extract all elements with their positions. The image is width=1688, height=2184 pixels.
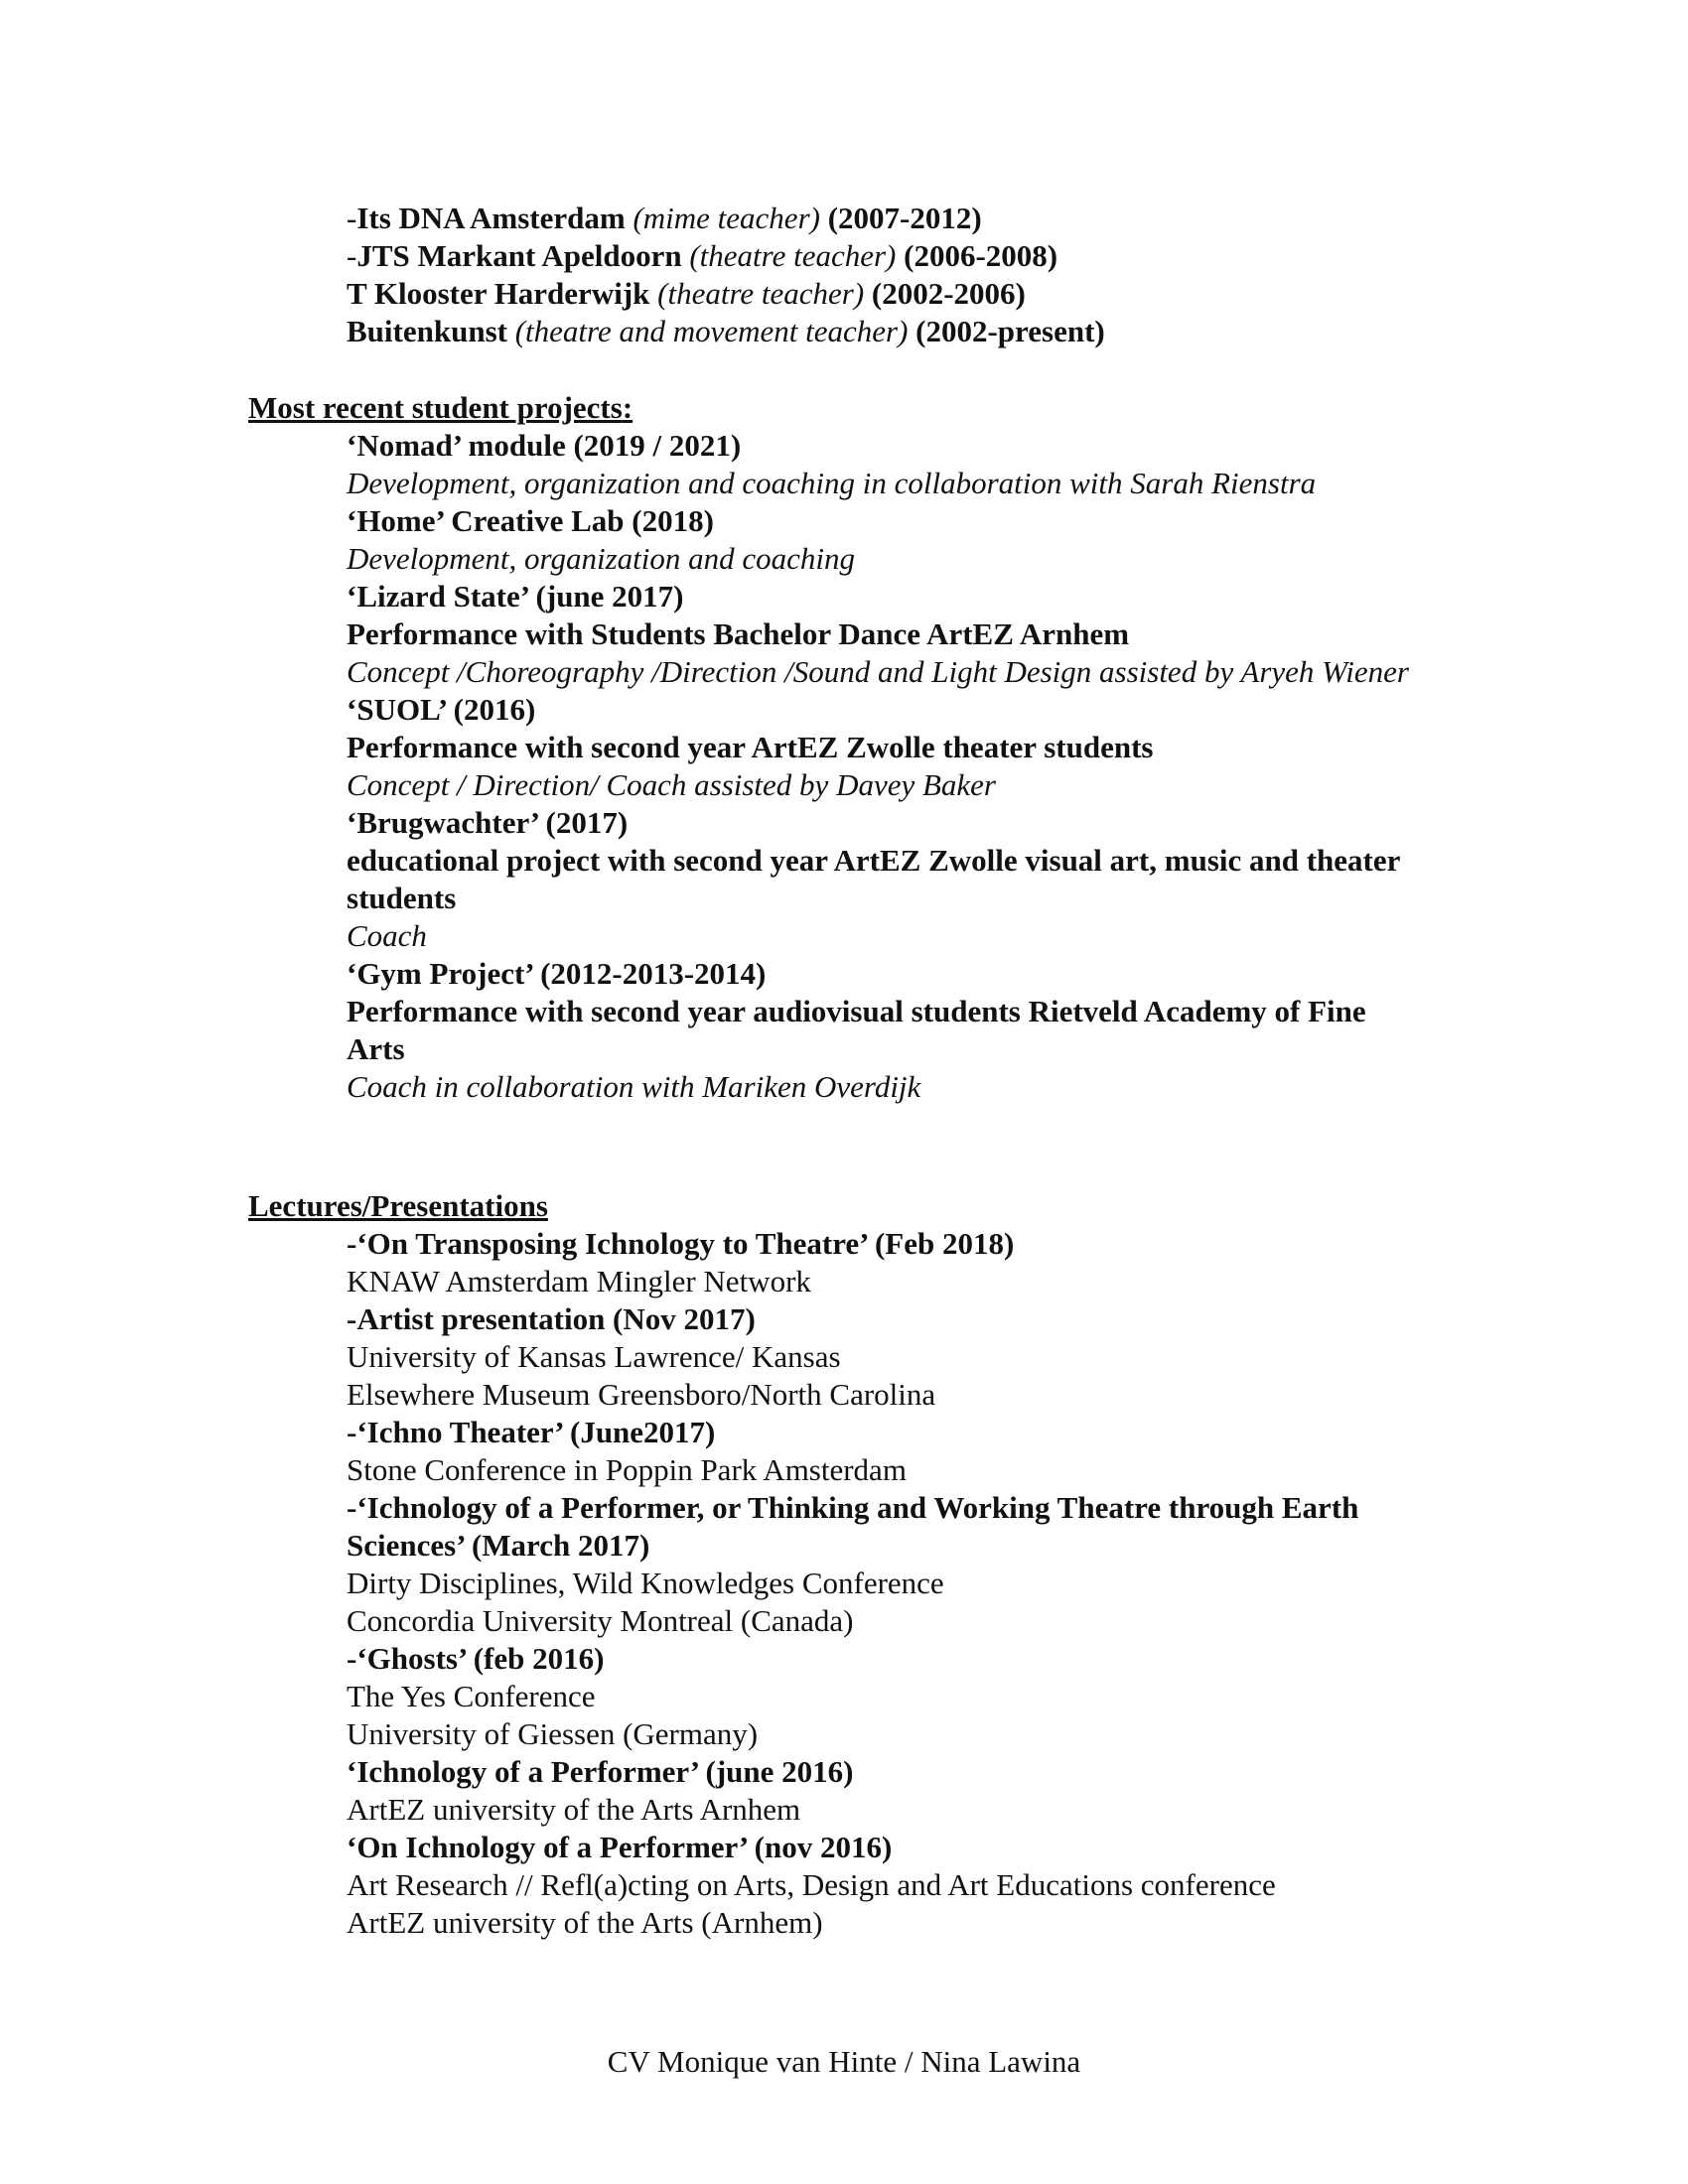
- lecture-title: -Artist presentation (Nov 2017): [347, 1301, 756, 1336]
- project-subtitle: educational project with second year ArtEZ Zwolle visual art, music and theater students: [347, 843, 1400, 915]
- teaching-entry: -JTS Markant Apeldoorn (theatre teacher) (2006-2008): [347, 238, 1058, 273]
- teaching-entry: -Its DNA Amsterdam (mime teacher) (2007-2012): [347, 201, 982, 235]
- project-title: ‘Gym Project’ (2012-2013-2014): [347, 956, 767, 991]
- lecture-venue: Concordia University Montreal (Canada): [347, 1603, 854, 1638]
- section-heading-lectures: Lectures/Presentations: [248, 1188, 548, 1223]
- lecture-venue: University of Kansas Lawrence/ Kansas: [347, 1339, 841, 1374]
- project-title: ‘Nomad’ module (2019 / 2021): [347, 428, 742, 463]
- project-subtitle: Performance with second year audiovisual students Rietveld Academy of Fine Arts: [347, 994, 1366, 1066]
- teaching-entry: T Klooster Harderwijk (theatre teacher) (2002-2006): [347, 276, 1026, 311]
- page-footer: CV Monique van Hinte / Nina Lawina: [607, 2044, 1081, 2079]
- section-heading-student-projects: Most recent student projects:: [248, 390, 633, 425]
- project-description: Concept / Direction/ Coach assisted by Davey Baker: [347, 767, 996, 802]
- lecture-venue: ArtEZ university of the Arts (Arnhem): [347, 1905, 823, 1940]
- project-description: Concept /Choreography /Direction /Sound and Light Design assisted by Aryeh Wiener: [347, 654, 1409, 689]
- lecture-title: -‘Ichnology of a Performer, or Thinking and Working Theatre through Earth Sciences’ (March 2017): [347, 1490, 1359, 1563]
- lecture-venue: Stone Conference in Poppin Park Amsterdam: [347, 1452, 907, 1487]
- project-subtitle: Performance with second year ArtEZ Zwolle theater students: [347, 730, 1154, 764]
- lecture-venue: Elsewhere Museum Greensboro/North Carolina: [347, 1377, 936, 1412]
- project-title: ‘Lizard State’ (june 2017): [347, 579, 684, 614]
- student-projects-list: [347, 427, 1419, 1106]
- project-title: ‘Home’ Creative Lab (2018): [347, 503, 714, 538]
- lecture-title: -‘Ghosts’ (feb 2016): [347, 1641, 605, 1676]
- teaching-list: [347, 200, 1419, 350]
- lectures-list: [347, 1225, 1419, 1942]
- lecture-title: -‘On Transposing Ichnology to Theatre’ (Feb 2018): [347, 1226, 1015, 1261]
- project-description: Coach in collaboration with Mariken Overdijk: [347, 1069, 921, 1104]
- lecture-venue: The Yes Conference: [347, 1679, 596, 1713]
- project-description: Coach: [347, 918, 427, 953]
- lecture-title: -‘Ichno Theater’ (June2017): [347, 1415, 716, 1449]
- project-title: ‘Brugwachter’ (2017): [347, 805, 629, 840]
- teaching-entry: Buitenkunst (theatre and movement teacher) (2002-present): [347, 314, 1105, 348]
- lecture-venue: Art Research // Refl(a)cting on Arts, Design and Art Educations conference: [347, 1867, 1276, 1902]
- project-title: ‘SUOL’ (2016): [347, 692, 536, 727]
- project-description: Development, organization and coaching: [347, 541, 855, 576]
- lecture-title: ‘On Ichnology of a Performer’ (nov 2016): [347, 1830, 893, 1864]
- lecture-venue: Dirty Disciplines, Wild Knowledges Conference: [347, 1566, 944, 1600]
- lecture-title: ‘Ichnology of a Performer’ (june 2016): [347, 1754, 854, 1789]
- lecture-venue: ArtEZ university of the Arts Arnhem: [347, 1792, 801, 1827]
- lecture-venue: KNAW Amsterdam Mingler Network: [347, 1264, 811, 1298]
- lecture-venue: University of Giessen (Germany): [347, 1716, 759, 1751]
- project-subtitle: Performance with Students Bachelor Dance ArtEZ Arnhem: [347, 616, 1130, 651]
- project-description: Development, organization and coaching in collaboration with Sarah Rienstra: [347, 466, 1317, 500]
